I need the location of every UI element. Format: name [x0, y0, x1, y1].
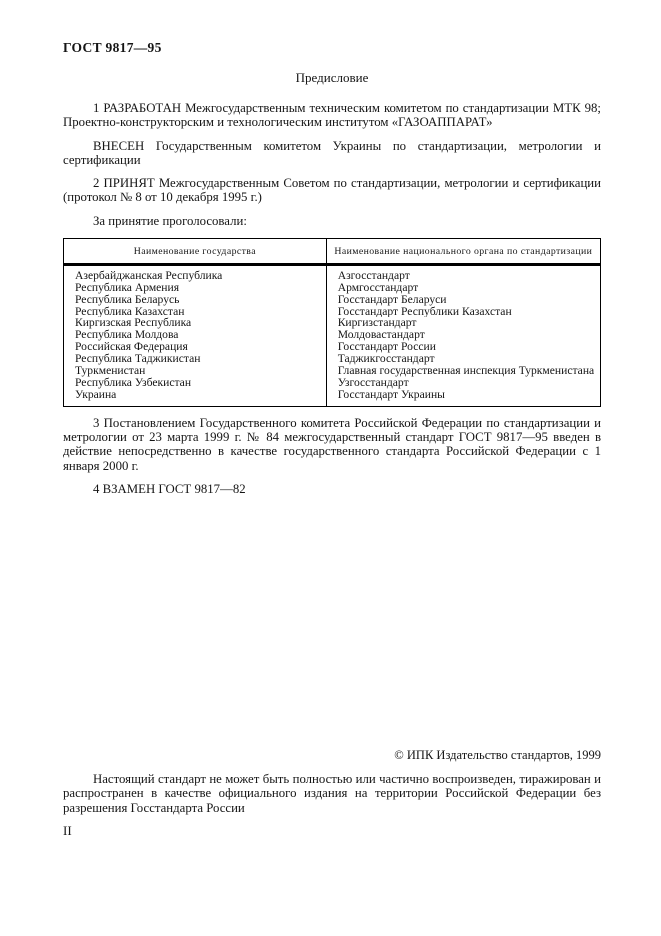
table-cell-body: Госстандарт Республики Казахстан [337, 305, 512, 318]
table-cell-state: Республика Армения [64, 282, 327, 294]
table-cell-state: Украина [64, 389, 327, 406]
table-cell-state: Республика Таджикистан [64, 353, 327, 365]
table-cell-state: Республика Узбекистан [64, 377, 327, 389]
copyright-line: © ИПК Издательство стандартов, 1999 [394, 748, 601, 762]
preface-item-3: 3 Постановлением Государственного комитета Российской Федерации по стандартизации и метрологии от 23 марта 1999 г. № 84 межгосударственный стандарт ГОСТ 9817—95 введен в действие непосредственно в качестве государственного стандарта Российской Федерации с 1 января 2000 г. [63, 415, 601, 473]
preface-item-1: 1 РАЗРАБОТАН Межгосударственным техническим комитетом по стандартизации МТК 98; Проектно-конструкторским и технологическим институтом «ГАЗОАППАРАТ» [63, 101, 601, 130]
table-row [64, 317, 601, 329]
vote-table-head [64, 238, 601, 264]
table-row [64, 306, 601, 318]
table-header-row [64, 238, 601, 264]
table-row [64, 365, 601, 377]
vote-intro: За принятие проголосовали: [93, 213, 247, 228]
doc-code: ГОСТ 9817—95 [63, 40, 162, 55]
vote-table-body [64, 264, 601, 406]
page-footer [63, 748, 601, 839]
table-row [64, 341, 601, 353]
table-cell-body: Госстандарт России [337, 341, 436, 354]
preface-item-1b: ВНЕСЕН Государственным комитетом Украины по стандартизации, метрологии и сертификации [63, 138, 601, 167]
table-cell-body: Азгосстандарт [337, 268, 410, 282]
table-cell-state: Киргизская Республика [64, 317, 327, 329]
table-cell-body: Таджикгосстандарт [337, 353, 435, 366]
table-cell-state: Российская Федерация [64, 341, 327, 353]
table-cell-body: Армгосстандарт [337, 281, 419, 294]
table-row [64, 377, 601, 389]
table-cell-body: Госстандарт Украины [337, 388, 445, 401]
preface-item-2: 2 ПРИНЯТ Межгосударственным Советом по стандартизации, метрологии и сертификации (протокол № 8 от 10 декабря 1995 г.) [63, 176, 601, 205]
table-cell-body: Молдовастандарт [337, 329, 425, 342]
table-header-state: Наименование государства [64, 238, 327, 264]
table-cell-body: Госстандарт Беларуси [337, 293, 447, 306]
reproduction-disclaimer: Настоящий стандарт не может быть полностью или частично воспроизведен, тиражирован и распространен в качестве официального издания на территории Российской Федерации без разрешения Госстандарта России [63, 772, 601, 815]
vote-table [63, 238, 601, 407]
table-row [64, 329, 601, 341]
page-title: Предисловие [295, 70, 369, 85]
table-cell-state: Республика Казахстан [64, 306, 327, 318]
table-cell-state: Республика Молдова [64, 329, 327, 341]
table-cell-body: Главная государственная инспекция Туркменистана [337, 365, 595, 377]
table-cell-body: Узгосстандарт [337, 376, 409, 389]
table-row [64, 282, 601, 294]
table-cell-state: Республика Беларусь [64, 294, 327, 306]
table-row [64, 264, 601, 281]
table-header-body: Наименование национального органа по стандартизации [326, 238, 600, 264]
preface-item-4: 4 ВЗАМЕН ГОСТ 9817—82 [93, 481, 246, 496]
table-row [64, 294, 601, 306]
table-cell-state: Азербайджанская Республика [64, 264, 327, 281]
page-number: II [63, 822, 72, 838]
table-row [64, 353, 601, 365]
table-cell-body: Киргизстандарт [337, 317, 417, 330]
page-content [63, 40, 601, 496]
table-cell-state: Туркменистан [64, 365, 327, 377]
table-row [64, 389, 601, 406]
